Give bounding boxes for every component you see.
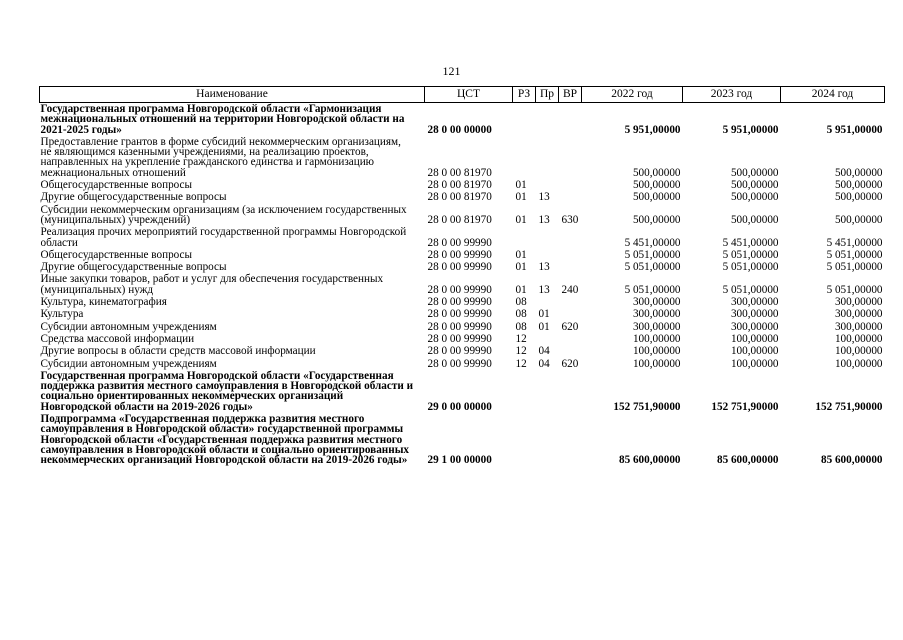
cell-rz: 12 (515, 357, 527, 370)
cell-y2022: 300,00000 (632, 308, 681, 321)
table-row (40, 370, 885, 413)
cell-y2023: 5 951,00000 (722, 123, 779, 136)
cell-y2022: 100,00000 (632, 345, 681, 358)
table-row (40, 136, 885, 179)
cell-name: Подпрограмма «Государственная поддержка развития местного самоуправления в Новгородской области» государственной программы Новгородской области «Государственная поддержка развития местного самоуправления в Новгородской области и социально ориентированных некоммерческих организаций Новгородской области на 2019-2026 годы» (40, 413, 410, 467)
cell-name: Реализация прочих мероприятий государственной программы Новгородской области (40, 226, 407, 249)
cell-y2023: 5 051,00000 (722, 261, 779, 274)
cell-vr (559, 249, 582, 261)
table-row (40, 308, 885, 320)
cell-pr: 13 (538, 213, 550, 226)
cell-cst: 28 0 00 99990 (427, 236, 492, 249)
cell-vr (559, 261, 582, 273)
cell-y2023: 152 751,90000 (711, 400, 779, 413)
cell-y2023: 500,00000 (730, 213, 779, 226)
header-rz: РЗ (513, 87, 536, 103)
cell-y2023: 100,00000 (730, 332, 779, 345)
cell-y2024: 5 051,00000 (826, 283, 883, 296)
cell-pr (536, 179, 559, 191)
cell-y2023: 300,00000 (730, 308, 779, 321)
cell-name: Средства массовой информации (40, 332, 195, 345)
cell-pr (536, 370, 559, 413)
cell-y2023: 85 600,00000 (716, 454, 779, 467)
cell-cst: 29 0 00 00000 (427, 400, 492, 413)
cell-pr: 04 (538, 345, 550, 358)
table-body (40, 103, 885, 467)
cell-cst: 28 0 00 00000 (427, 123, 492, 136)
cell-y2023: 100,00000 (730, 357, 779, 370)
cell-cst: 28 0 00 81970 (427, 166, 492, 179)
cell-y2024: 300,00000 (834, 308, 883, 321)
cell-rz: 12 (515, 345, 527, 358)
cell-rz (513, 413, 536, 466)
table-header (40, 87, 885, 103)
cell-cst: 28 0 00 99990 (427, 296, 492, 309)
cell-cst: 28 0 00 81970 (427, 213, 492, 226)
cell-pr (536, 136, 559, 179)
cell-rz: 08 (515, 296, 527, 309)
cell-y2024: 100,00000 (834, 345, 883, 358)
cell-pr: 01 (538, 308, 550, 321)
cell-y2023: 300,00000 (730, 296, 779, 309)
page-number: 121 (442, 64, 461, 78)
table-row (40, 413, 885, 466)
cell-cst: 28 0 00 99990 (427, 283, 492, 296)
cell-y2022: 500,00000 (632, 166, 681, 179)
cell-vr (559, 226, 582, 249)
cell-vr (559, 179, 582, 191)
header-name: Наименование (40, 87, 425, 103)
cell-vr: 620 (561, 320, 579, 333)
cell-y2024: 100,00000 (834, 332, 883, 345)
cell-cst: 28 0 00 81970 (427, 191, 492, 204)
cell-y2022: 5 951,00000 (624, 123, 681, 136)
cell-name: Предоставление грантов в форме субсидий некоммерческим организациям, не являющимся казенными учреждениями, на реализацию проектов, направленных на укрепление гражданского единства и гармонизацию межнациональных отношений (40, 135, 401, 179)
cell-rz: 01 (515, 283, 527, 296)
cell-cst: 28 0 00 99990 (427, 345, 492, 358)
cell-vr: 620 (561, 357, 579, 370)
cell-y2023: 500,00000 (730, 166, 779, 179)
cell-y2024: 5 951,00000 (826, 123, 883, 136)
table-row (40, 191, 885, 203)
cell-pr (536, 333, 559, 345)
cell-y2023: 100,00000 (730, 345, 779, 358)
cell-pr: 04 (538, 357, 550, 370)
header-vr: ВР (559, 87, 582, 103)
cell-cst: 28 0 00 99990 (427, 248, 492, 261)
cell-rz (513, 226, 536, 249)
cell-pr (536, 249, 559, 261)
cell-y2024: 100,00000 (834, 357, 883, 370)
cell-y2024: 500,00000 (834, 179, 883, 192)
cell-name: Другие общегосударственные вопросы (40, 261, 227, 274)
cell-vr (559, 191, 582, 203)
cell-y2024: 85 600,00000 (820, 454, 883, 467)
cell-vr (559, 308, 582, 320)
cell-pr: 13 (538, 283, 550, 296)
cell-vr (559, 296, 582, 308)
cell-y2022: 500,00000 (632, 179, 681, 192)
cell-rz: 01 (515, 191, 527, 204)
cell-y2024: 300,00000 (834, 296, 883, 309)
cell-name: Иные закупки товаров, работ и услуг для обеспечения государственных (муниципальных) нужд (40, 273, 384, 296)
cell-y2024: 500,00000 (834, 166, 883, 179)
cell-y2022: 5 051,00000 (624, 283, 681, 296)
cell-name: Общегосударственные вопросы (40, 248, 193, 261)
header-2024: 2024 год (781, 87, 885, 103)
table-row (40, 333, 885, 345)
cell-cst: 29 1 00 00000 (427, 454, 492, 467)
table-row (40, 261, 885, 273)
header-2022: 2022 год (582, 87, 683, 103)
cell-pr: 01 (538, 320, 550, 333)
header-2023: 2023 год (683, 87, 781, 103)
cell-name: Субсидии некоммерческим организациям (за исключением государственных (муниципальных) учреждений) (40, 203, 407, 226)
cell-name: Другие вопросы в области средств массовой информации (40, 345, 316, 358)
cell-y2024: 5 051,00000 (826, 261, 883, 274)
header-pr: Пр (536, 87, 559, 103)
cell-y2024: 500,00000 (834, 213, 883, 226)
cell-y2023: 500,00000 (730, 179, 779, 192)
cell-pr (536, 226, 559, 249)
cell-pr: 13 (538, 191, 550, 204)
table-row (40, 273, 885, 296)
cell-pr (536, 413, 559, 466)
cell-y2022: 300,00000 (632, 296, 681, 309)
cell-y2022: 100,00000 (632, 332, 681, 345)
cell-y2024: 500,00000 (834, 191, 883, 204)
cell-y2022: 100,00000 (632, 357, 681, 370)
cell-y2023: 5 051,00000 (722, 248, 779, 261)
cell-rz: 01 (515, 261, 527, 274)
cell-rz: 01 (515, 213, 527, 226)
table-row (40, 345, 885, 357)
cell-cst: 28 0 00 99990 (427, 357, 492, 370)
table-row (40, 226, 885, 249)
cell-name: Культура (40, 308, 84, 321)
cell-y2024: 152 751,90000 (815, 400, 883, 413)
cell-y2023: 500,00000 (730, 191, 779, 204)
cell-vr: 630 (561, 213, 579, 226)
cell-y2024: 5 451,00000 (826, 236, 883, 249)
cell-vr (559, 413, 582, 466)
cell-y2024: 5 051,00000 (826, 248, 883, 261)
cell-y2022: 5 451,00000 (624, 236, 681, 249)
cell-y2023: 300,00000 (730, 320, 779, 333)
cell-rz: 08 (515, 308, 527, 321)
cell-y2023: 5 051,00000 (722, 283, 779, 296)
cell-rz (513, 136, 536, 179)
cell-name: Субсидии автономным учреждениям (40, 357, 217, 370)
cell-rz: 01 (515, 248, 527, 261)
cell-pr (536, 103, 559, 136)
cell-vr (559, 136, 582, 179)
cell-cst: 28 0 00 99990 (427, 320, 492, 333)
cell-y2022: 500,00000 (632, 213, 681, 226)
cell-vr (559, 103, 582, 136)
cell-cst: 28 0 00 99990 (427, 332, 492, 345)
cell-vr: 240 (561, 283, 579, 296)
cell-name: Субсидии автономным учреждениям (40, 320, 217, 333)
cell-name: Государственная программа Новгородской области «Гармонизация межнациональных отношений на территории Новгородской области на 2021-2025 годы» (40, 103, 405, 136)
cell-y2023: 5 451,00000 (722, 236, 779, 249)
table-row (40, 179, 885, 191)
cell-vr (559, 333, 582, 345)
table-row (40, 321, 885, 333)
cell-y2022: 85 600,00000 (618, 454, 681, 467)
cell-cst: 28 0 00 99990 (427, 308, 492, 321)
cell-pr: 13 (538, 261, 550, 274)
cell-rz (513, 370, 536, 413)
cell-rz: 08 (515, 320, 527, 333)
table-row (40, 358, 885, 370)
table-row (40, 103, 885, 136)
table-row (40, 204, 885, 227)
cell-y2022: 5 051,00000 (624, 261, 681, 274)
cell-vr (559, 370, 582, 413)
cell-name: Культура, кинематография (40, 296, 167, 309)
cell-y2022: 152 751,90000 (613, 400, 681, 413)
cell-rz (513, 103, 536, 136)
table-row (40, 296, 885, 308)
cell-rz: 01 (515, 179, 527, 192)
cell-y2022: 5 051,00000 (624, 248, 681, 261)
header-cst: ЦСТ (425, 87, 513, 103)
cell-y2022: 300,00000 (632, 320, 681, 333)
cell-cst: 28 0 00 99990 (427, 261, 492, 274)
cell-name: Государственная программа Новгородской области «Государственная поддержка развития местного самоуправления в Новгородской области и социально ориентированных некоммерческих организаций Новгородской области на 2019-2026 годы» (40, 369, 414, 413)
cell-y2024: 300,00000 (834, 320, 883, 333)
cell-vr (559, 345, 582, 357)
cell-y2022: 500,00000 (632, 191, 681, 204)
budget-table (39, 86, 885, 467)
cell-name: Общегосударственные вопросы (40, 179, 193, 192)
cell-cst: 28 0 00 81970 (427, 179, 492, 192)
cell-pr (536, 296, 559, 308)
table-row (40, 249, 885, 261)
cell-name: Другие общегосударственные вопросы (40, 191, 227, 204)
cell-rz: 12 (515, 332, 527, 345)
